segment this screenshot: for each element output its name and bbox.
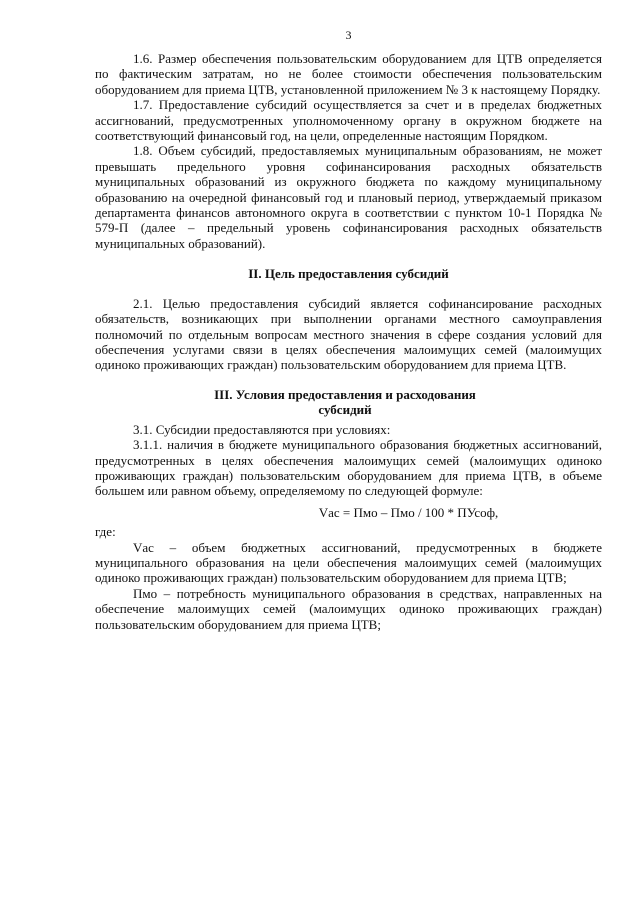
section-3-heading: III. Условия предоставления и расходования субсидий — [214, 386, 476, 418]
paragraph-1-8: 1.8. Объем субсидий, предоставляемых муниципальным образованиям, не может превышать предельного уровня софинансирования расходных обязательств муниципальных образований из окружного бюджета по каждому муниципальному образованию на очередной финансовый год и плановый период, утверждаемый приказом департамента финансов автономного округа в соответствии с пунктом 10-1 Порядка № 579-П (далее – предельный уровень софинансирования расходных обязательств муниципальных образований). — [95, 143, 602, 251]
formula: Vас = Пмо – Пмо / 100 * ПУсоф, — [318, 504, 499, 520]
paragraph-1-7: 1.7. Предоставление субсидий осуществляется за счет и в пределах бюджетных ассигнований, предусмотренных уполномоченному органу в окружном бюджете на соответствующий финансовый год, на цели, определенные настоящим Порядком. — [95, 97, 602, 144]
section-3-heading-wrap — [205, 387, 485, 418]
definition-pmo: Пмо – потребность муниципального образования в средствах, направленных на обеспечение малоимущих семей (малоимущих одиноко проживающих граждан) пользовательским оборудованием для приема ЦТВ; — [95, 585, 602, 632]
definition-vac: Vас – объем бюджетных ассигнований, предусмотренных в бюджете муниципального образования на цели обеспечения малоимущих семей (малоимущих одиноко проживающих граждан) пользовательским оборудованием для приема ЦТВ; — [95, 539, 602, 586]
paragraph-3-1-1: 3.1.1. наличия в бюджете муниципального образования бюджетных ассигнований, предусмотренных в целях обеспечения малоимущих семей (малоимущих одиноко проживающих граждан) пользовательским оборудованием для приема ЦТВ, в объеме большем или равном объему, определяемому по следующей формуле: — [95, 437, 602, 499]
where-label: где: — [95, 524, 116, 540]
paragraph-3-1: 3.1. Субсидии предоставляются при условиях: — [133, 421, 391, 437]
document-body — [95, 51, 602, 632]
section-2-heading: II. Цель предоставления субсидий — [248, 266, 449, 282]
paragraph-1-6: 1.6. Размер обеспечения пользовательским оборудованием для ЦТВ определяется по фактическим затратам, но не более стоимости обеспечения пользовательским оборудованием для приема ЦТВ, установленной приложением № 3 к настоящему Порядку. — [95, 51, 602, 97]
page-number: 3 — [345, 28, 352, 42]
paragraph-2-1: 2.1. Целью предоставления субсидий является софинансирование расходных обязательств, возникающих при выполнении органами местного самоуправления полномочий по отдельным вопросам местного значения в сфере создания условий для обеспечения услугами связи в целях обеспечения малоимущих семей (малоимущих одиноко проживающих граждан) пользовательским оборудованием для приема ЦТВ. — [95, 295, 602, 373]
